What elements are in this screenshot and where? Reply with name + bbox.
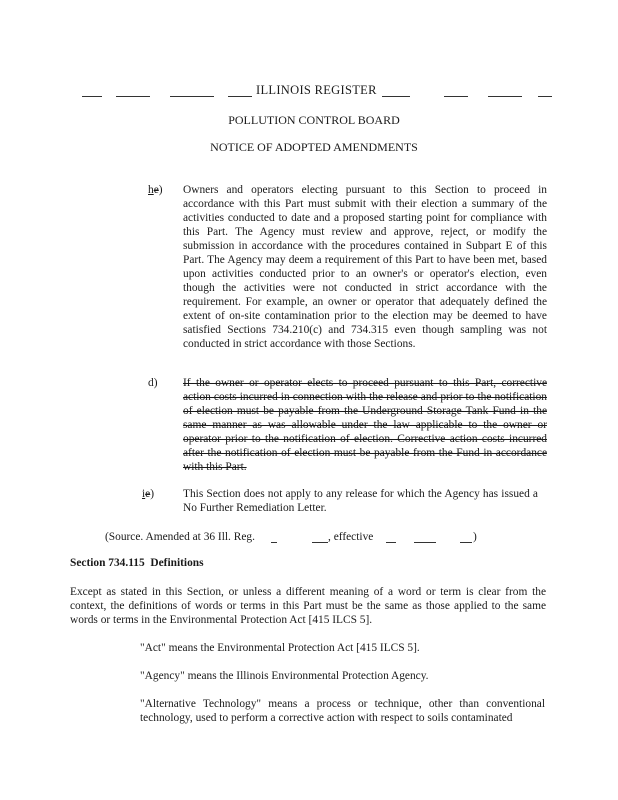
- marker-paren: ): [158, 184, 163, 196]
- board-title: POLLUTION CONTROL BOARD: [228, 113, 400, 127]
- old-marker-e: e: [153, 184, 159, 196]
- header-blank-1: [82, 96, 102, 97]
- header-blank-4: [228, 96, 252, 97]
- item-h-text: Owners and operators electing pursuant to this Section to proceed in accordance with this Part must submit with their election a summary of the activities conducted to date and a proposed starting point for compliance with this Part. The Agency must review and approve, reject, or modify the submission in accordance with the procedures contained in Subpart E of this Part. The Agency may deem a requirement of this Part to have been met, based upon activities conducted prior to an owner's or operator's election, even though the activities were not conducted in strict accordance with the requirement. For example, an owner or operator that adequately defined the extent of on-site contamination prior to the election may be deemed to have satisfied Sections 734.210(c) and 734.315 even though sampling was not conducted in strict accordance with those Sections.: [183, 184, 547, 350]
- source-line: [105, 530, 255, 544]
- source-blank-1: [271, 542, 277, 543]
- header-blank-2: [116, 96, 150, 97]
- item-i-marker: [142, 487, 154, 501]
- definition-act: "Act" means the Environmental Protection Act [415 ILCS 5].: [140, 642, 420, 654]
- old-marker-e: e: [145, 488, 151, 500]
- header-blank-3: [170, 96, 214, 97]
- item-d-text: If the owner or operator elects to proceed pursuant to this Part, corrective action costs incurred in connection with the release and prior to the notification of election must be payable from the Underground Storage Tank Fund in the same manner as was allowable under the law applicable to the owner or operator prior to the notification of election. Corrective action costs incurred after the notification of election must be payable from the Fund in accordance with this Part.: [183, 377, 547, 473]
- item-i-text: This Section does not apply to any release for which the Agency has issued a No Further Remediation Letter.: [183, 488, 538, 514]
- definitions-intro: Except as stated in this Section, or unless a different meaning of a word or term is clear from the context, the definitions of words or terms in this Part must be the same as those applied to the same words or terms in the Environmental Protection Act [415 ILCS 5].: [70, 586, 546, 626]
- section-title: Definitions: [150, 557, 204, 569]
- source-close: ): [473, 531, 477, 543]
- register-title: ILLINOIS REGISTER: [256, 83, 377, 97]
- source-blank-4: [414, 542, 436, 543]
- marker-paren: ): [150, 488, 155, 500]
- definition-agency: "Agency" means the Illinois Environmental Protection Agency.: [140, 670, 429, 682]
- header-blank-7: [488, 96, 522, 97]
- new-marker-i: i: [142, 488, 146, 500]
- item-d-marker: d): [148, 377, 158, 389]
- source-blank-5: [460, 542, 472, 543]
- header-blank-6: [444, 96, 468, 97]
- item-h-marker: [148, 183, 163, 197]
- header-blank-5: [382, 96, 410, 97]
- source-blank-2: [312, 542, 328, 543]
- source-prefix: (Source. Amended at 36 Ill. Reg.: [105, 531, 255, 543]
- section-heading: [70, 556, 204, 570]
- source-effective: , effective: [328, 531, 374, 543]
- new-marker-h: h: [148, 184, 154, 196]
- source-blank-3: [386, 542, 396, 543]
- section-number: Section 734.115: [70, 557, 145, 569]
- notice-title: NOTICE OF ADOPTED AMENDMENTS: [210, 140, 418, 154]
- definition-alternative-technology: "Alternative Technology" means a process or technique, other than conventional technology, used to perform a corrective action with respect to soils contaminated: [140, 698, 545, 724]
- header-blank-8: [538, 96, 552, 97]
